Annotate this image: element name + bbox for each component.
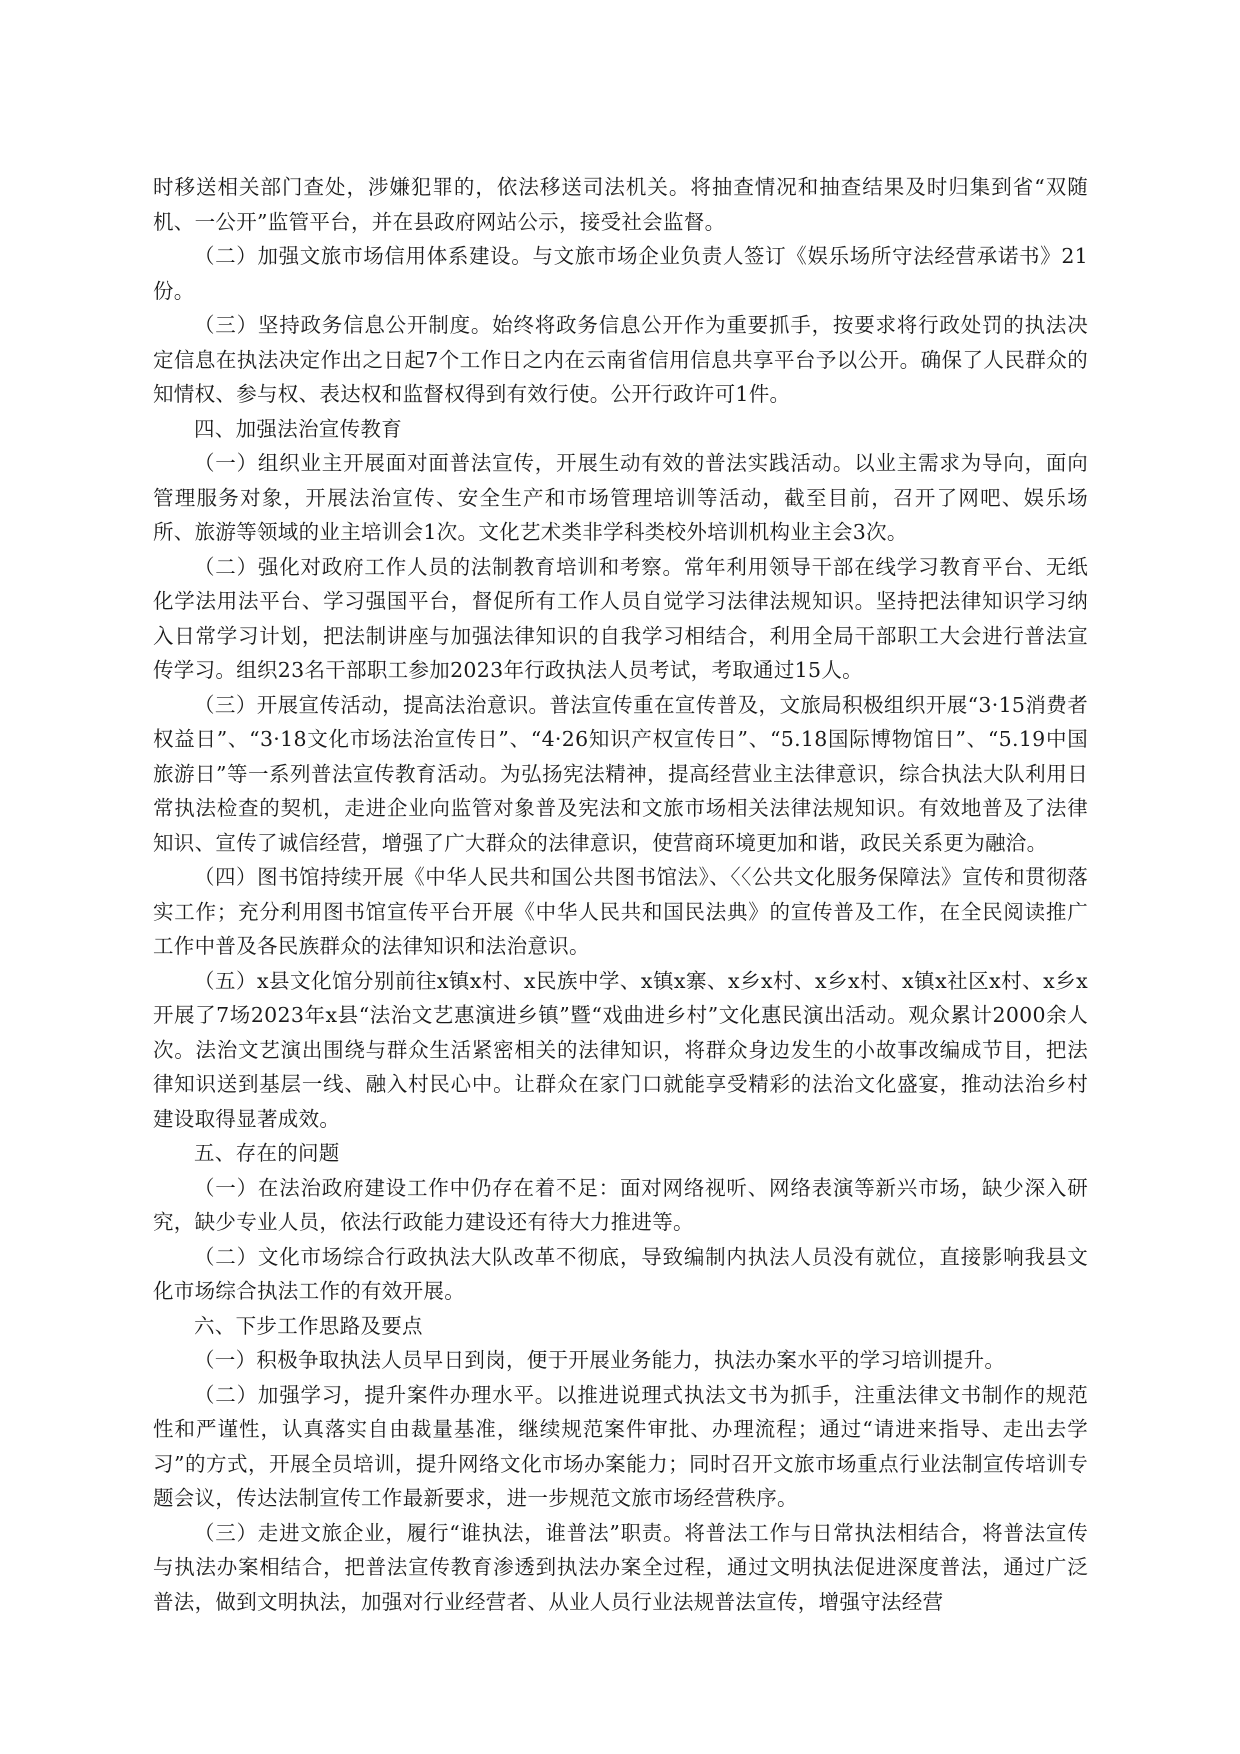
- paragraph-cultural-center: （五）x县文化馆分别前往x镇x村、x民族中学、x镇x寨、x乡x村、x乡x村、x镇x社区x村、x乡x开展了7场2023年x县“法治文艺惠演进乡镇”暨“戏曲进乡村”文化惠民演出活动。观众累计2000余人次。法治文艺演出围绕与群众生活紧密相关的法律知识，将群众身边发生的小故事改编成节目，把法律知识送到基层一线、融入村民心中。让群众在家门口就能享受精彩的法治文化盛宴，推动法治乡村建设取得显著成效。: [153, 968, 1088, 1131]
- section-heading-legal-education: 四、加强法治宣传教育: [194, 416, 402, 441]
- paragraph-info-disclosure: （三）坚持政务信息公开制度。始终将政务信息公开作为重要抓手，按要求将行政处罚的执法决定信息在执法决定作出之日起7个工作日之内在云南省信用信息共享平台予以公开。确保了人民群众的知情权、参与权、表达权和监督权得到有效行使。公开行政许可1件。: [153, 313, 1088, 406]
- paragraph-library: （四）图书馆持续开展《中华人民共和国公共图书馆法》、〈〈公共文化服务保障法》宣传和贯彻落实工作；充分利用图书馆宣传平台开展《中华人民共和国民法典》的宣传普及工作，在全民阅读推广工作中普及各民族群众的法律知识和法治意识。: [153, 865, 1088, 958]
- paragraph-next-step-two: （二）加强学习，提升案件办理水平。以推进说理式执法文书为抓手，注重法律文书制作的规范性和严谨性，认真落实自由裁量基准，继续规范案件审批、办理流程；通过“请进来指导、走出去学习”的方式，开展全员培训，提升网络文化市场办案能力；同时召开文旅市场重点行业法制宣传培训专题会议，传达法制宣传工作最新要求，进一步规范文旅市场经营秩序。: [153, 1382, 1088, 1510]
- section-heading-problems: 五、存在的问题: [194, 1141, 340, 1165]
- paragraph-next-step-one: （一）积极争取执法人员早日到岗，便于开展业务能力，执法办案水平的学习培训提升。: [194, 1348, 1006, 1372]
- paragraph-credit-system: （二）加强文旅市场信用体系建设。与文旅市场企业负责人签订《娱乐场所守法经营承诺书》21份。: [153, 244, 1088, 303]
- section-heading-next-steps: 六、下步工作思路及要点: [194, 1313, 423, 1338]
- paragraph-staff-training: （二）强化对政府工作人员的法制教育培训和考察。常年利用领导干部在线学习教育平台、无纸化学法用法平台、学习强国平台，督促所有工作人员自觉学习法律法规知识。坚持把法律知识学习纳入日常学习计划，把法制讲座与加强法律知识的自我学习相结合，利用全局干部职工大会进行普法宣传学习。组织23名干部职工参加2023年行政执法人员考试，考取通过15人。: [153, 554, 1088, 682]
- paragraph-owner-training: （一）组织业主开展面对面普法宣传，开展生动有效的普法实践活动。以业主需求为导向，面向管理服务对象，开展法治宣传、安全生产和市场管理培训等活动，截至目前，召开了网吧、娱乐场所、旅游等领域的业主培训会1次。文化艺术类非学科类校外培训机构业主会3次。: [153, 451, 1088, 544]
- paragraph-publicity-activities: （三）开展宣传活动，提高法治意识。普法宣传重在宣传普及，文旅局积极组织开展“3·15消费者权益日”、“3·18文化市场法治宣传日”、“4·26知识产权宣传日”、“5.18国际博物馆日”、“5.19中国旅游日”等一系列普法宣传教育活动。为弘扬宪法精神，提高经营业主法律意识，综合执法大队利用日常执法检查的契机，走进企业向监管对象普及宪法和文旅市场相关法律法规知识。有效地普及了法律知识、宣传了诚信经营，增强了广大群众的法律意识，使营商环境更加和谐，政民关系更为融洽。: [153, 692, 1088, 855]
- paragraph-problem-two: （二）文化市场综合行政执法大队改革不彻底，导致编制内执法人员没有就位，直接影响我县文化市场综合执法工作的有效开展。: [153, 1244, 1088, 1303]
- paragraph-continuation: 时移送相关部门查处，涉嫌犯罪的，依法移送司法机关。将抽查情况和抽查结果及时归集到省“双随机、一公开”监管平台，并在县政府网站公示，接受社会监督。: [153, 175, 1088, 234]
- paragraph-problem-one: （一）在法治政府建设工作中仍存在着不足：面对网络视听、网络表演等新兴市场，缺少深入研究，缺少专业人员，依法行政能力建设还有待大力推进等。: [153, 1175, 1088, 1234]
- paragraph-next-step-three: （三）走进文旅企业，履行“谁执法，谁普法”职责。将普法工作与日常执法相结合，将普法宣传与执法办案相结合，把普法宣传教育渗透到执法办案全过程，通过文明执法促进深度普法，通过广泛普法，做到文明执法，加强对行业经营者、从业人员行业法规普法宣传，增强守法经营: [153, 1520, 1088, 1614]
- document-page: [153, 170, 1088, 1619]
